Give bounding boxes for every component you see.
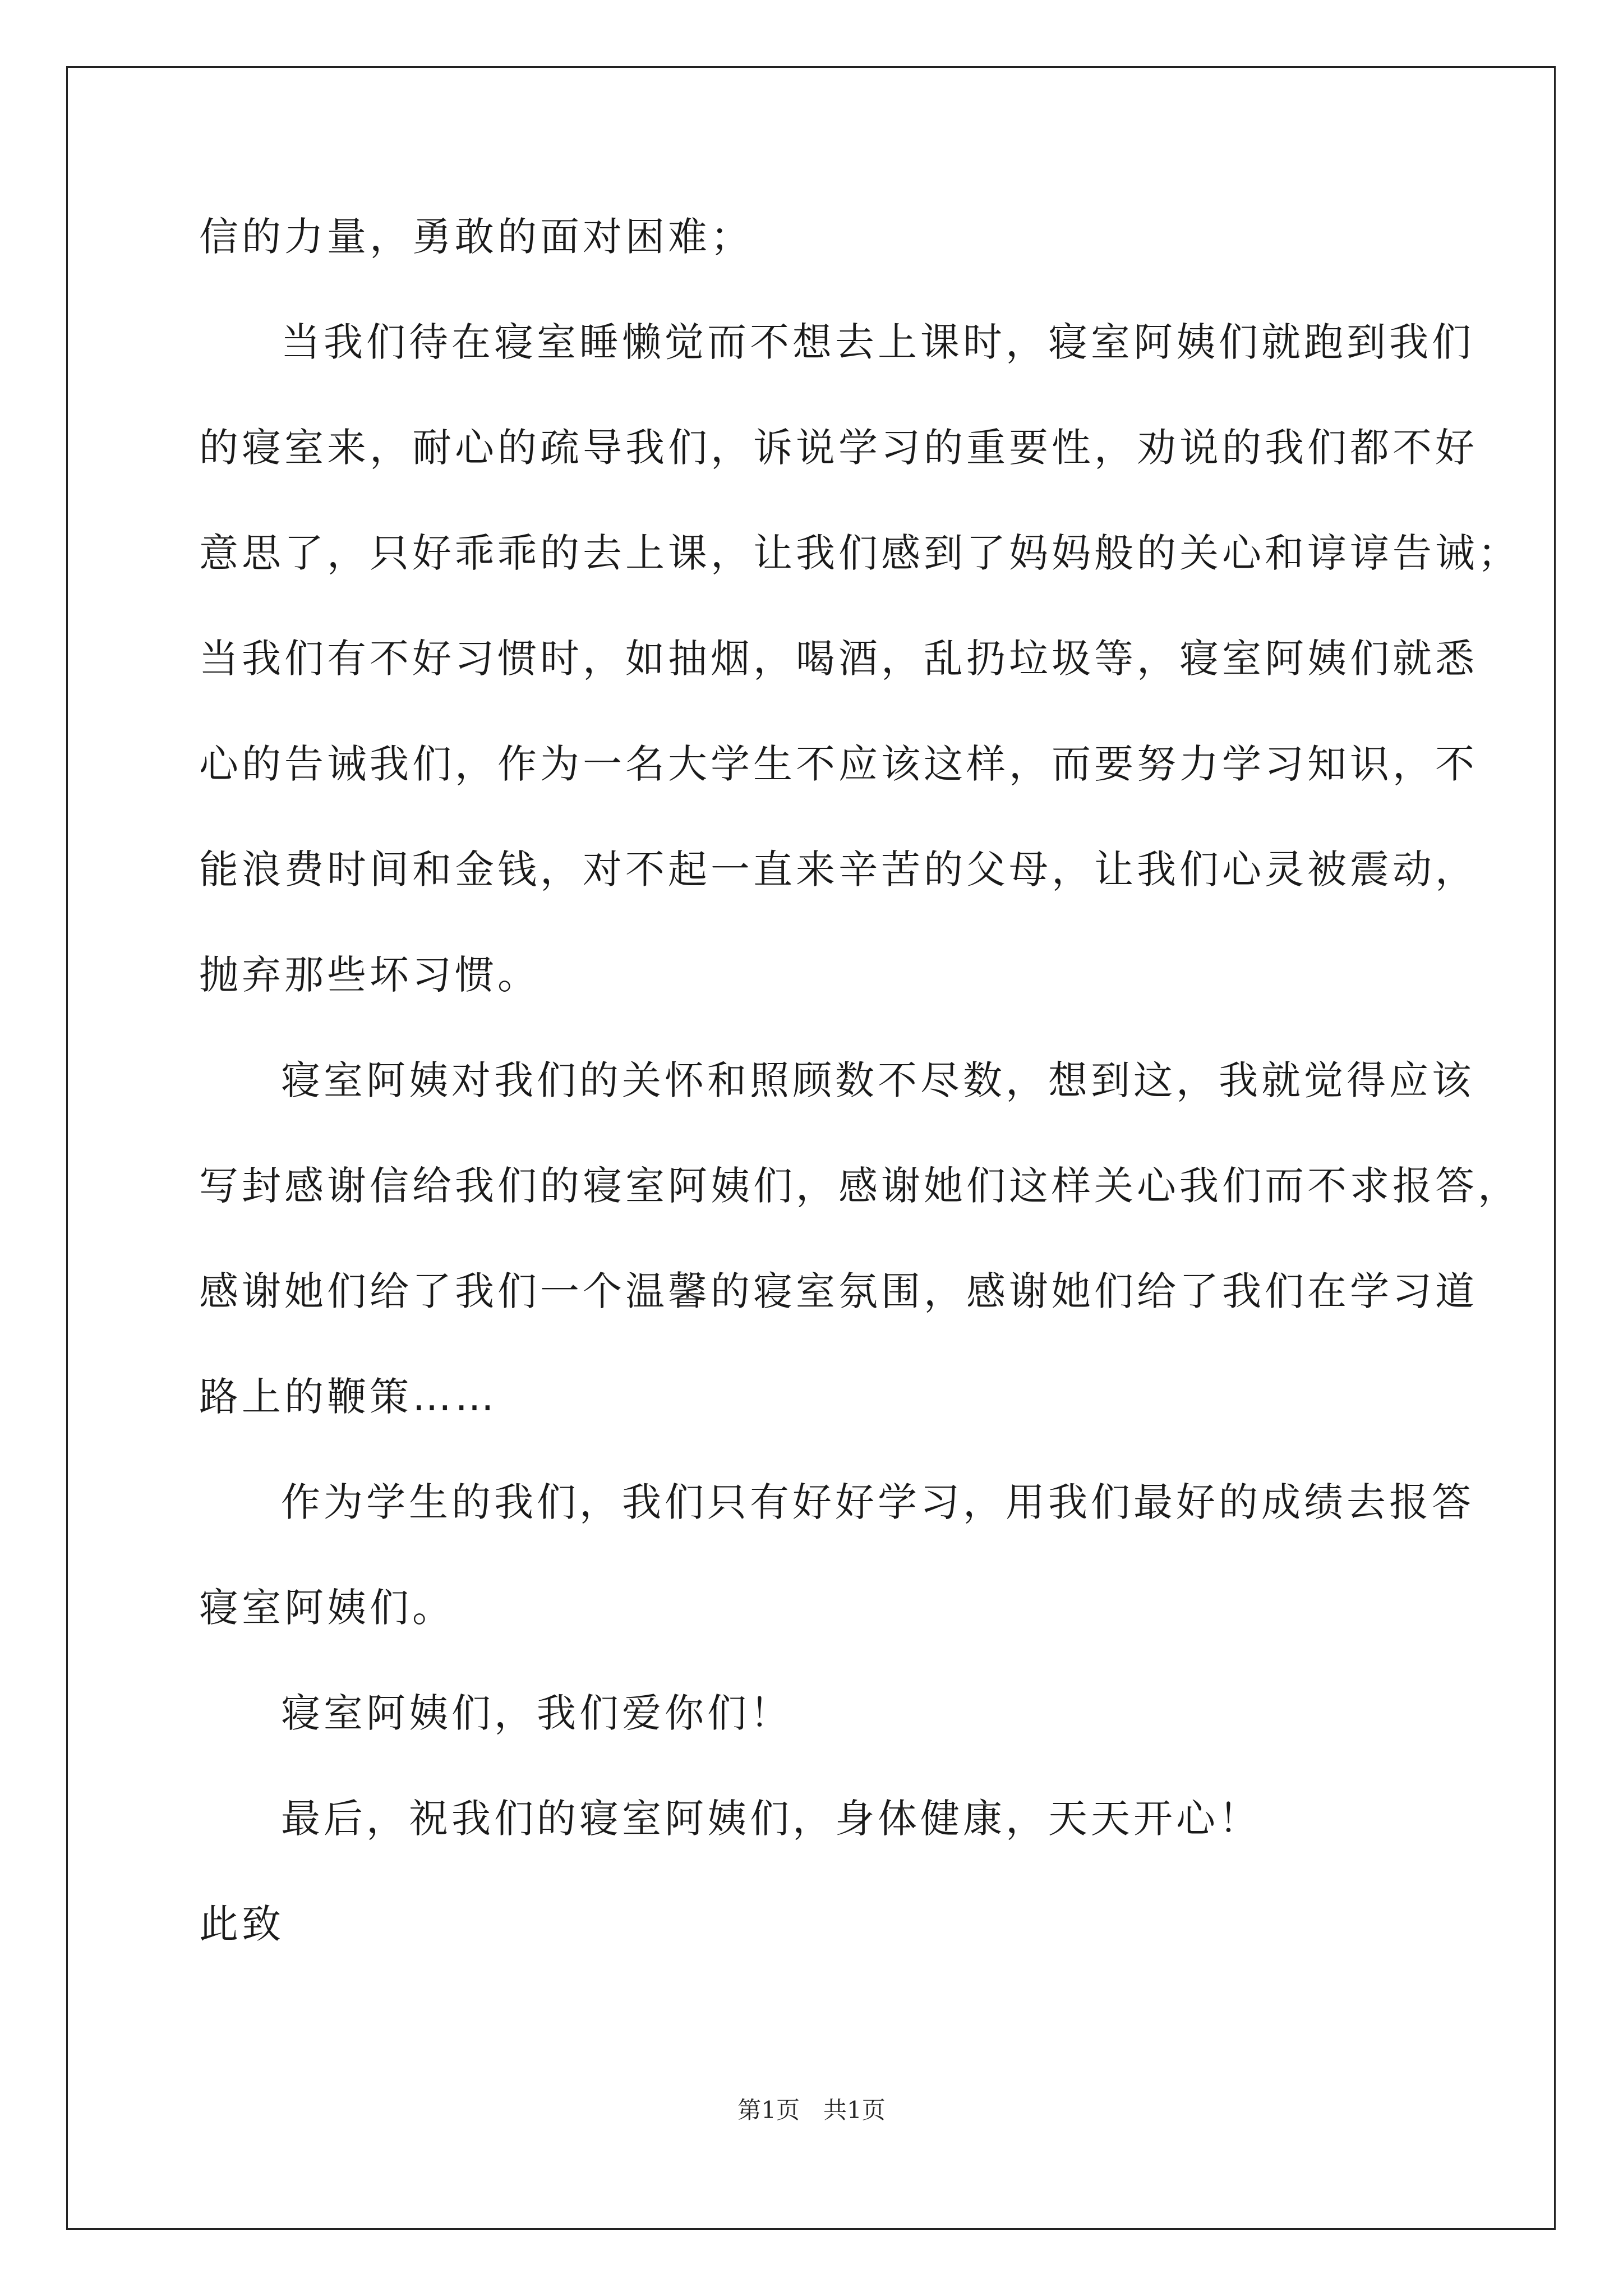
page-frame [66,66,1556,2230]
text-line: 意思了，只好乖乖的去上课，让我们感到了妈妈般的关心和谆谆告诫； [199,530,1520,576]
text-line: 的寝室来，耐心的疏导我们，诉说学习的重要性，劝说的我们都不好 [199,425,1478,471]
text-line: 能浪费时间和金钱，对不起一直来辛苦的父母，让我们心灵被震动， [199,846,1478,892]
text-line: 最后，祝我们的寝室阿姨们，身体健康，天天开心！ [281,1796,1261,1842]
text-line: 写封感谢信给我们的寝室阿姨们，感谢她们这样关心我们而不求报答， [199,1163,1520,1209]
text-line: 当我们有不好习惯时，如抽烟，喝酒，乱扔垃圾等，寝室阿姨们就悉 [199,636,1478,682]
text-line: 路上的鞭策…… [199,1374,497,1420]
text-line: 作为学生的我们，我们只有好好学习，用我们最好的成绩去报答 [281,1479,1474,1525]
text-line: 抛弃那些坏习惯。 [199,952,540,998]
text-line: 寝室阿姨们，我们爱你们！ [281,1690,792,1736]
closing-salutation: 此致 [199,1901,284,1947]
text-line: 心的告诫我们，作为一名大学生不应该这样，而要努力学习知识，不 [199,741,1478,787]
text-line: 寝室阿姨对我们的关怀和照顾数不尽数，想到这，我就觉得应该 [281,1057,1474,1103]
page-number: 第1页 共1页 [737,2096,886,2124]
text-line: 感谢她们给了我们一个温馨的寝室氛围，感谢她们给了我们在学习道 [199,1268,1478,1314]
text-line: 信的力量，勇敢的面对困难； [199,214,753,260]
text-line: 寝室阿姨们。 [199,1585,455,1631]
text-line: 当我们待在寝室睡懒觉而不想去上课时，寝室阿姨们就跑到我们 [281,319,1474,365]
